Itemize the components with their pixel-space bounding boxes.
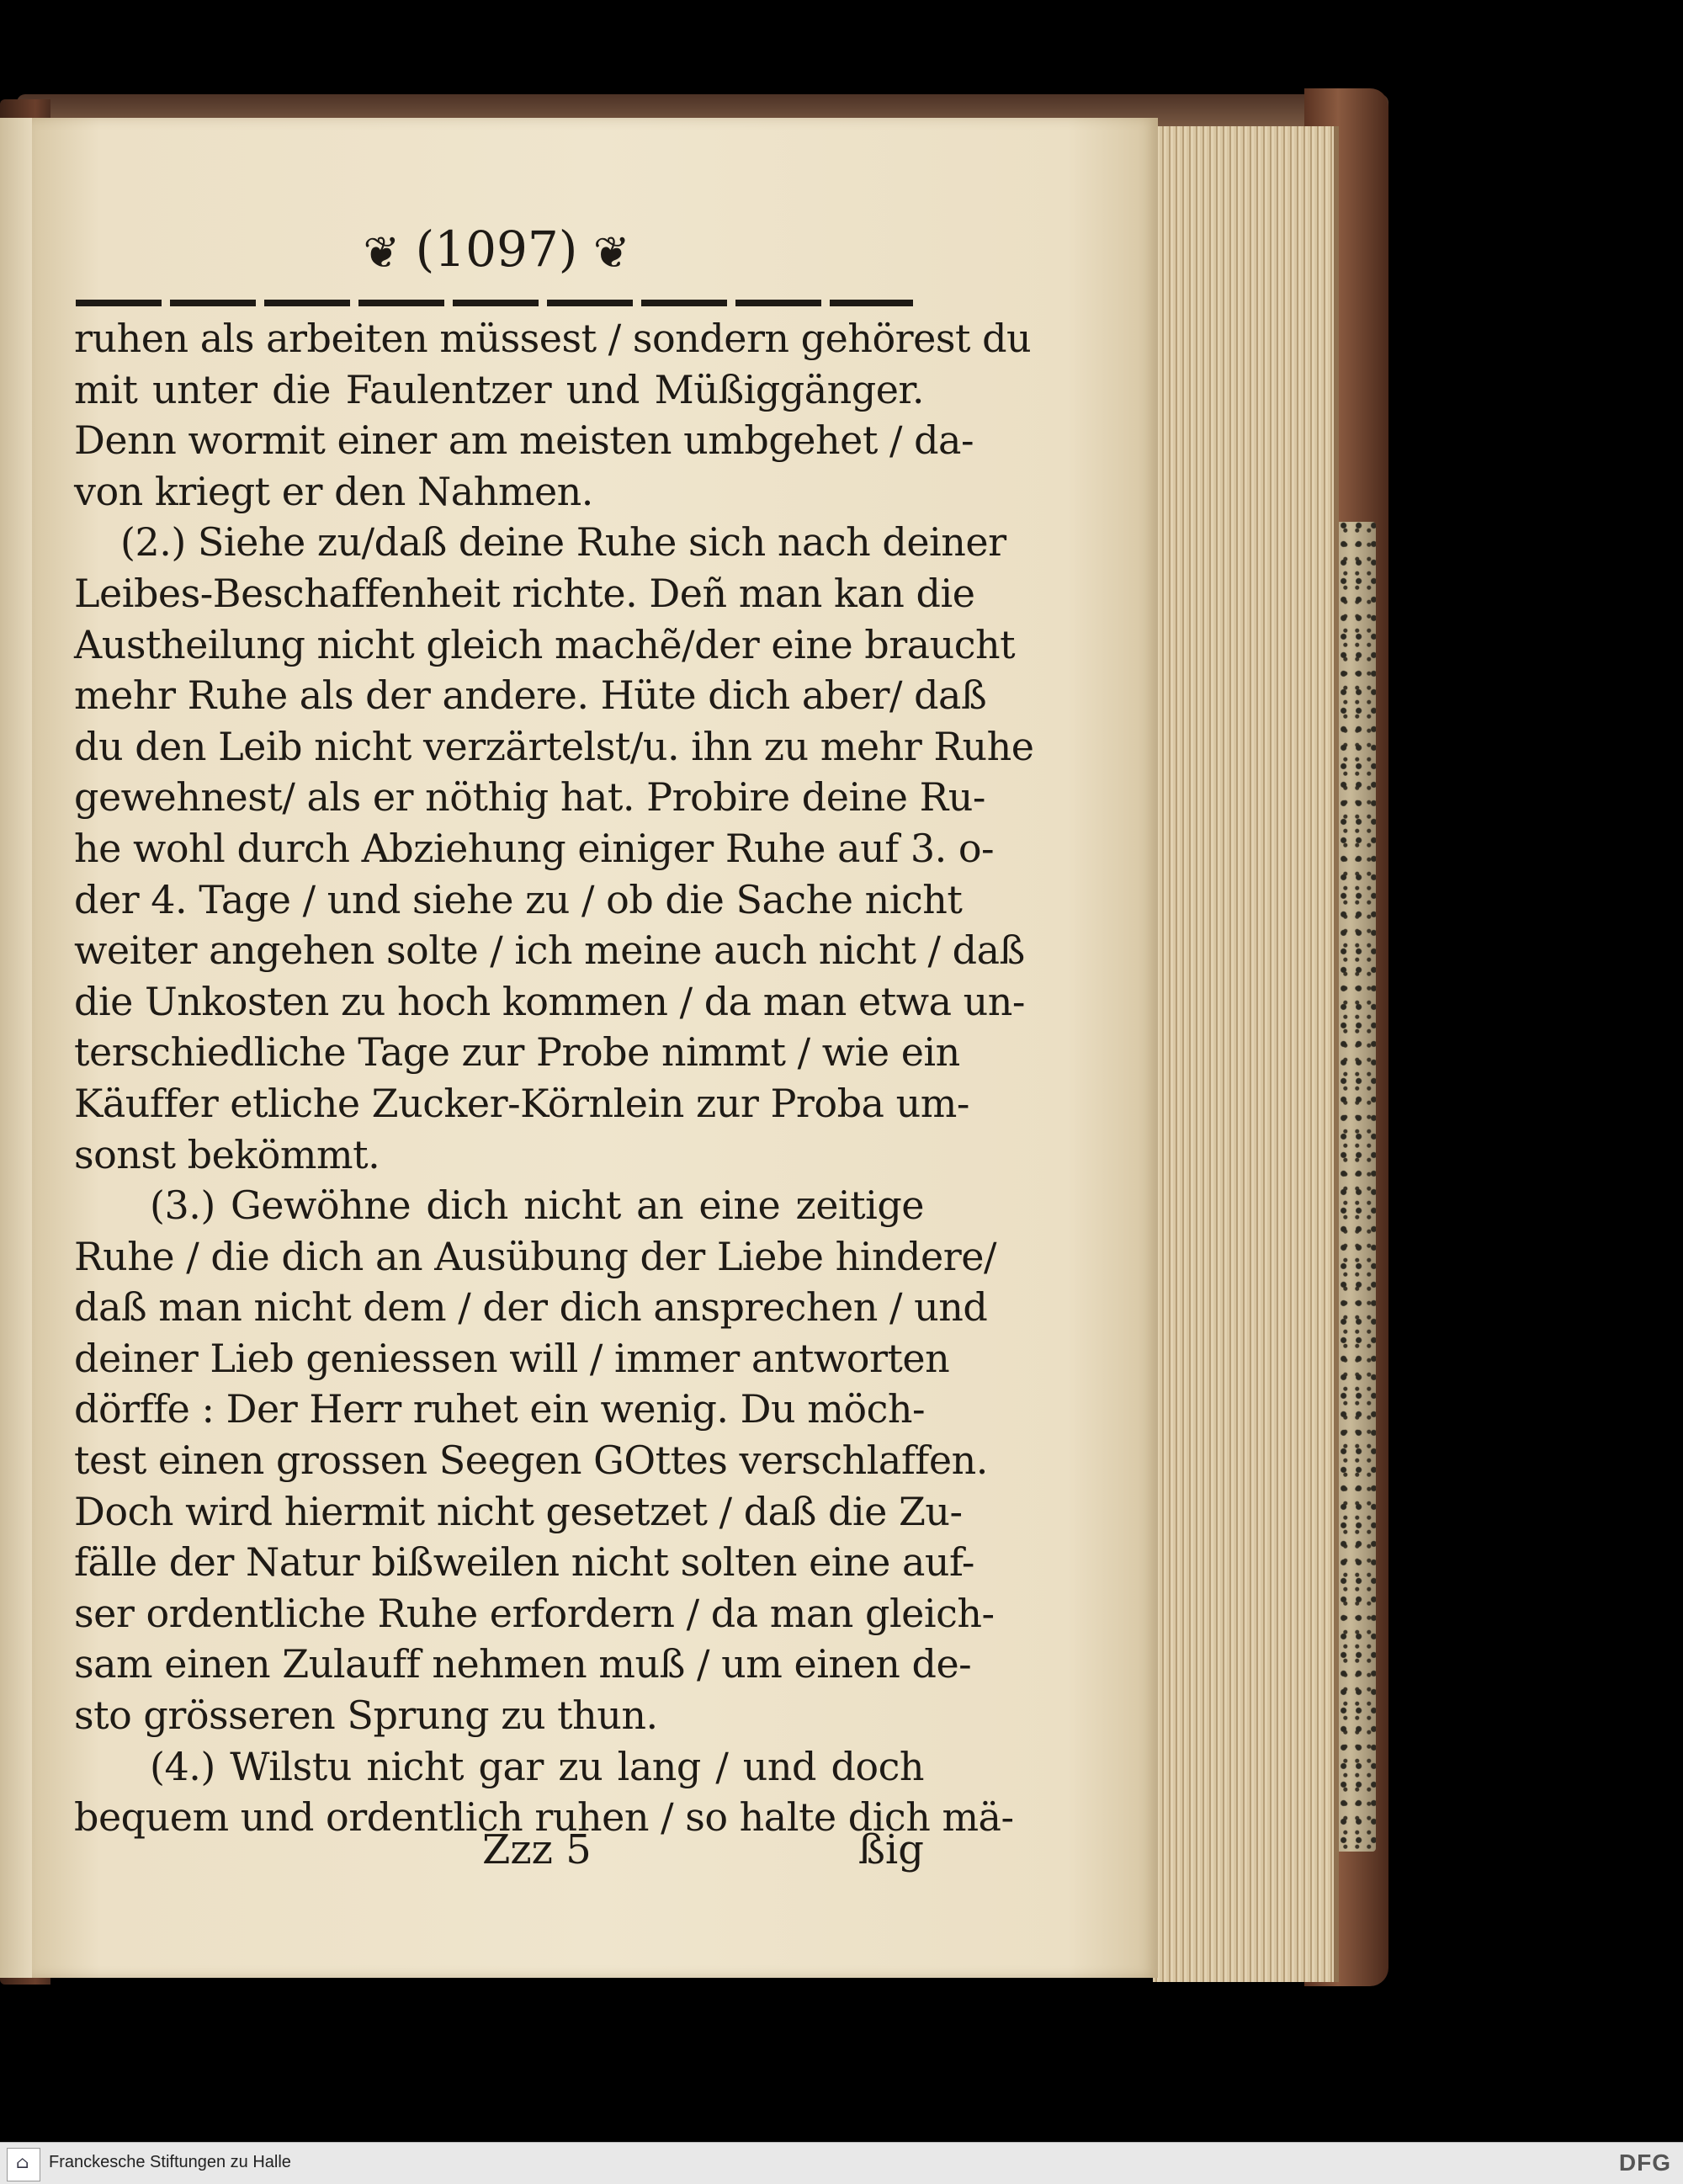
text-line: Käuffer etliche Zucker-Körnlein zur Proba um- [74,1080,969,1126]
text-line: weiter angehen solte / ich meine auch nicht / daß [74,927,1025,974]
fleuron-left-icon: ❦ [363,227,401,279]
signature-mark: Zzz 5 [482,1826,592,1873]
text-line: test einen grossen Seegen GOttes verschlaffen. [74,1437,988,1484]
text-line: Doch wird hiermit nicht gesetzet / daß die Zu- [74,1488,963,1534]
text-line: sto grösseren Sprung zu thun. [74,1692,658,1739]
text-line: mehr Ruhe als der andere. Hüte dich aber/ daß [74,672,987,719]
text-line: (2.) Siehe zu/daß deine Ruhe sich nach deiner [120,519,1006,566]
text-line: ruhen als arbeiten müssest / sondern gehörest du [74,316,1032,361]
header-rule [76,300,913,306]
text-line: mit unter die Faulentzer und Müßiggänger. [74,366,924,412]
text-line: daß man nicht dem / der dich ansprechen / und [74,1284,988,1331]
text-line: he wohl durch Abziehung einiger Ruhe auf 3. o- [74,825,995,871]
text-line: Austheilung nicht gleich machẽ/der eine braucht [74,621,1016,667]
franckesche-logo-icon[interactable]: ⌂ [7,2148,40,2181]
viewer-footer-bar [0,2142,1683,2184]
text-line: (3.) Gewöhne dich nicht an eine zeitige [150,1182,924,1229]
text-line: deiner Lieb geniessen will / immer antworten [74,1335,950,1381]
facing-page-edge [0,118,32,1978]
text-line: Denn wormit einer am meisten umbgehet / da- [74,417,974,464]
text-line: ser ordentliche Ruhe erfordern / da man gleich- [74,1590,995,1636]
fleuron-right-icon: ❦ [592,227,630,279]
text-line: sam einen Zulauff nehmen muß / um einen de- [74,1641,972,1687]
page-body [74,313,1034,1843]
text-line: die Unkosten zu hoch kommen / da man etwa un- [74,978,1025,1024]
institution-name: Franckesche Stiftungen zu Halle [49,2153,291,2171]
text-line: dörffe : Der Herr ruhet ein wenig. Du möch- [74,1386,926,1432]
text-line: der 4. Tage / und siehe zu / ob die Sache nicht [74,876,963,922]
page-footer [74,1826,924,1885]
page-edges [1153,126,1339,1982]
dfg-logo[interactable]: DFG [1618,2149,1671,2176]
text-line: du den Leib nicht verzärtelst/u. ihn zu mehr Ruhe [74,723,1034,769]
text-line: gewehnest/ als er nöthig hat. Probire deine Ru- [74,774,985,821]
page-number: (1097) [415,221,578,278]
page-header [320,221,673,288]
text-line: fälle der Natur bißweilen nicht solten eine auf- [74,1539,974,1586]
text-line: bequem und ordentlich ruhen / so halte dich mä- [74,1794,1014,1841]
text-line: Ruhe / die dich an Ausübung der Liebe hindere/ [74,1233,996,1279]
catchword: ßig [857,1826,924,1873]
text-line: terschiedliche Tage zur Probe nimmt / wie ein [74,1029,960,1076]
text-line: sonst bekömmt. [74,1131,380,1177]
text-line: (4.) Wilstu nicht gar zu lang / und doch [150,1743,924,1789]
text-line: von kriegt er den Nahmen. [74,468,593,514]
text-line: Leibes-Beschaffenheit richte. Deñ man kan die [74,570,975,616]
